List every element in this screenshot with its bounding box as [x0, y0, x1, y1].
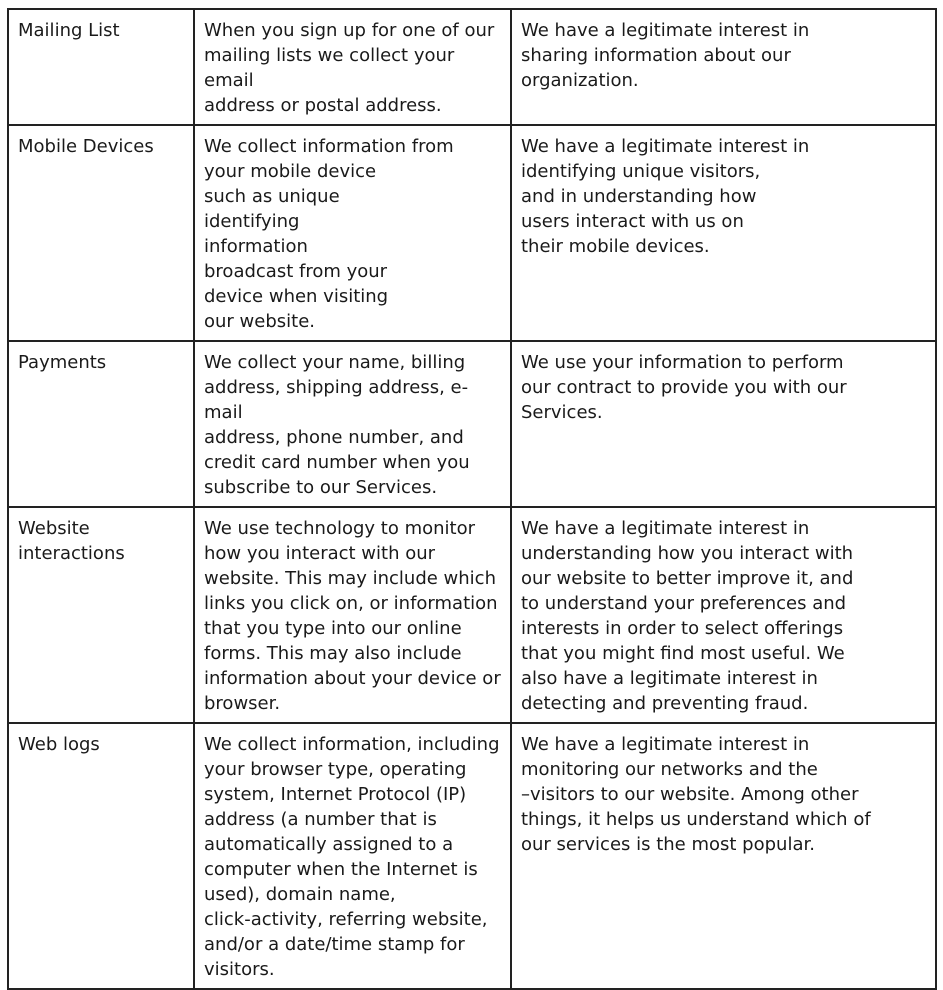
table-row-payments	[8, 341, 936, 507]
basis-cell: We use your information to perform our contract to provide you with our Services.	[511, 341, 936, 507]
privacy-data-table	[7, 8, 937, 990]
collection-cell: We collect your name, billing address, shipping address, e-mail address, phone number, and credit card number when you subscribe to our Services.	[194, 341, 511, 507]
table-row-mailing-list	[8, 9, 936, 125]
collection-cell: We collect information from your mobile device such as unique identifying information broadcast from your device when visiting our website.	[194, 125, 511, 341]
table-row-mobile-devices	[8, 125, 936, 341]
category-cell: Payments	[8, 341, 194, 507]
category-cell: Website interactions	[8, 507, 194, 723]
basis-cell: We have a legitimate interest in understanding how you interact with our website to better improve it, and to understand your preferences and interests in order to select offerings that you might find most useful. We also have a legitimate interest in detecting and preventing fraud.	[511, 507, 936, 723]
category-cell: Web logs	[8, 723, 194, 989]
collection-cell: We collect information, including your browser type, operating system, Internet Protocol (IP) address (a number that is automatically assigned to a computer when the Internet is used), domain name, click-activity, referring website, and/or a date/time stamp for visitors.	[194, 723, 511, 989]
category-cell: Mobile Devices	[8, 125, 194, 341]
basis-cell: We have a legitimate interest in sharing information about our organization.	[511, 9, 936, 125]
basis-cell: We have a legitimate interest in identifying unique visitors, and in understanding how users interact with us on their mobile devices.	[511, 125, 936, 341]
collection-cell: We use technology to monitor how you interact with our website. This may include which links you click on, or information that you type into our online forms. This may also include information about your device or browser.	[194, 507, 511, 723]
table-row-web-logs	[8, 723, 936, 989]
basis-cell: We have a legitimate interest in monitoring our networks and the –visitors to our website. Among other things, it helps us understand which of our services is the most popular.	[511, 723, 936, 989]
category-cell: Mailing List	[8, 9, 194, 125]
table-row-website-interactions	[8, 507, 936, 723]
collection-cell: When you sign up for one of our mailing lists we collect your email address or postal address.	[194, 9, 511, 125]
